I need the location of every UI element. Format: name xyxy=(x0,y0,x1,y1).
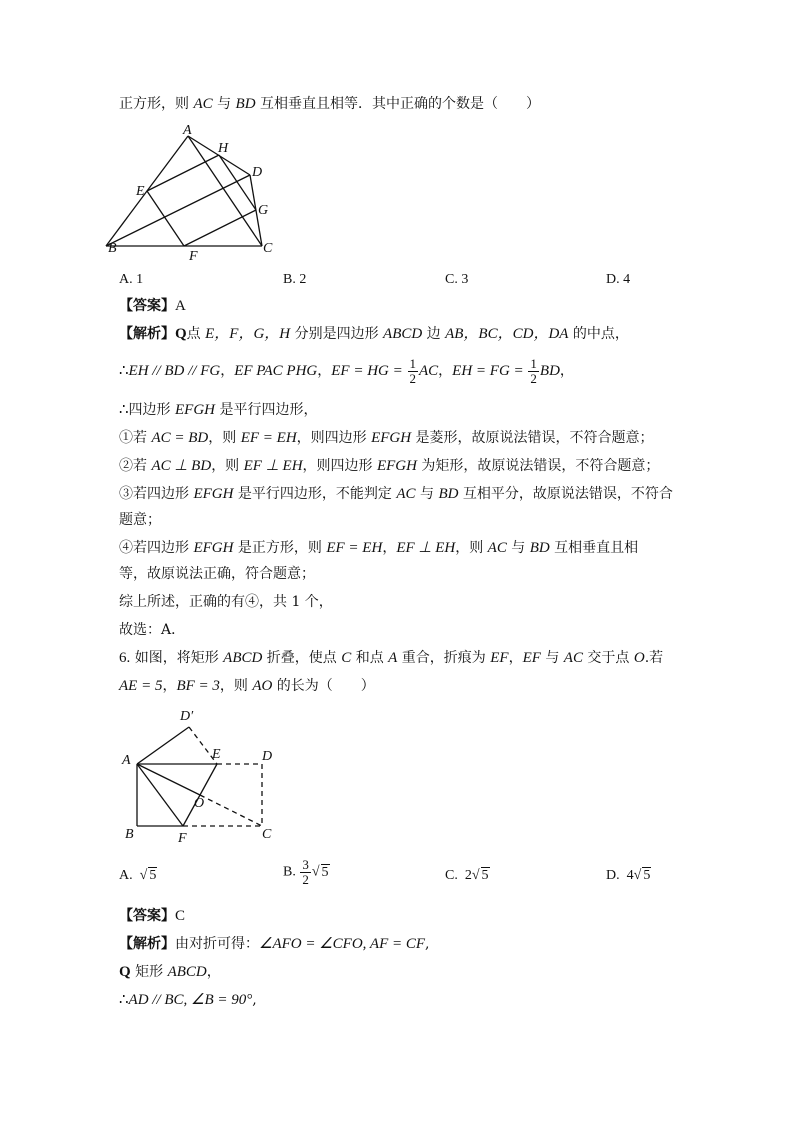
q5-label-a: A xyxy=(183,123,192,138)
q5-option-d[interactable]: D. 4 xyxy=(606,272,631,287)
q5-label-e: E xyxy=(136,184,145,199)
sqrt-symbol: √ xyxy=(139,868,148,883)
q6-segment-ao xyxy=(137,764,200,795)
q6-label-d-prime: D′ xyxy=(180,709,194,724)
q6-label-f: F xyxy=(178,831,187,846)
fraction-half: $\frac{1}{2}$ xyxy=(530,355,537,386)
q6-dashed-oc xyxy=(200,795,262,826)
fraction-half: $\frac{1}{2}$ xyxy=(409,355,416,386)
q5-figure xyxy=(108,118,290,264)
q5-analysis-line-4: ①若 AC = BD，则 EF = EH，则四边形 EFGH 是菱形，故原说法错误，不符合题意； xyxy=(119,430,654,446)
q5-analysis-line-10: 综上所述，正确的有④，共 1 个， xyxy=(119,594,333,610)
q5-analysis-line-1: 【解析】Q点 E，F，G，H 分别是四边形 ABCD 边 AB，BC，CD，DA 的中点， xyxy=(119,326,629,342)
q5-option-c[interactable]: C. 3 xyxy=(445,272,469,287)
q6-label-o: O xyxy=(194,796,205,811)
sqrt-symbol: √ xyxy=(471,868,480,883)
q6-label-e: E xyxy=(212,747,221,762)
q5-option-b[interactable]: B. 2 xyxy=(283,272,307,287)
q5-label-c: C xyxy=(263,241,273,256)
q6-label-a: A xyxy=(122,753,131,768)
q6-label-d: D xyxy=(262,749,273,764)
q6-option-d[interactable]: D. 4√ 5 xyxy=(606,868,651,883)
q6-statement-line-1: 6. 如图，将矩形 ABCD 折叠，使点 C 和点 A 重合，折痕为 EF，EF 与 AC 交于点 O.若 xyxy=(119,650,664,666)
q5-analysis-line-5: ②若 AC ⊥ BD，则 EF ⊥ EH，则四边形 EFGH 为矩形，故原说法错误，不符合题意； xyxy=(119,458,660,474)
q5-label-g: G xyxy=(258,203,269,218)
q5-analysis-line-6: ③若四边形 EFGH 是平行四边形，不能判定 AC 与 BD 互相平分，故原说法错误，不符合 xyxy=(119,486,673,502)
sqrt-symbol: √ xyxy=(311,864,320,880)
q6-diagonal-af xyxy=(137,764,183,826)
q5-analysis-line-9: 等，故原说法正确，符合题意； xyxy=(119,566,315,582)
q6-statement-line-2: AE = 5，BF = 3，则 AO 的长为（ ） xyxy=(119,678,375,694)
q5-analysis-line-11: 故选：A． xyxy=(119,622,186,638)
q5-statement-tail: 正方形，则 AC 与 BD 互相垂直且相等．其中正确的个数是（ ） xyxy=(119,96,540,112)
q5-answer: 【答案】A xyxy=(119,298,186,314)
q5-analysis-line-7: 题意； xyxy=(119,512,161,528)
q5-segment-ef xyxy=(147,191,184,246)
q5-segment-he xyxy=(147,155,219,191)
q5-diagonal-bd xyxy=(106,175,250,246)
fraction-three-halves: $\frac{3}{2}$ xyxy=(302,857,309,887)
q6-analysis-line-3: ∴AD // BC, ∠B = 90°, xyxy=(119,992,257,1008)
q5-analysis-line-8: ④若四边形 EFGH 是正方形，则 EF = EH，EF ⊥ EH，则 AC 与 BD 互相垂直且相 xyxy=(119,540,639,556)
q6-segment-ad-prime xyxy=(137,727,189,764)
q5-option-a[interactable]: A. 1 xyxy=(119,272,144,287)
q6-label-c: C xyxy=(262,827,272,842)
q6-answer: 【答案】C xyxy=(119,908,186,924)
q6-option-b[interactable]: B. $\frac{3}{2}$ √ 5 xyxy=(283,857,329,887)
q6-label-b: B xyxy=(125,827,134,842)
q6-analysis-line-2: Q 矩形 ABCD， xyxy=(119,964,221,980)
q5-label-d: D xyxy=(252,165,263,180)
q6-option-c[interactable]: C. 2√ 5 xyxy=(445,868,489,883)
q6-analysis-line-1: 【解析】由对折可得：∠AFO = ∠CFO, AF = CF, xyxy=(119,936,430,952)
q6-option-a[interactable]: A. √ 5 xyxy=(119,868,157,883)
q6-figure xyxy=(110,700,290,846)
q5-analysis-line-3: ∴四边形 EFGH 是平行四边形， xyxy=(119,402,318,418)
q5-label-h: H xyxy=(218,141,229,156)
q5-segment-gh xyxy=(219,155,256,210)
q5-label-b: B xyxy=(108,241,117,256)
q5-segment-fg xyxy=(184,210,256,246)
q5-label-f: F xyxy=(189,249,198,264)
q5-analysis-line-2: ∴EH // BD // FG，EF PAC PHG，EF = HG = $\frac{1}{2}$ AC，EH = FG = $\frac{1}{2}$ BD， xyxy=(119,355,574,386)
sqrt-symbol: √ xyxy=(633,868,642,883)
